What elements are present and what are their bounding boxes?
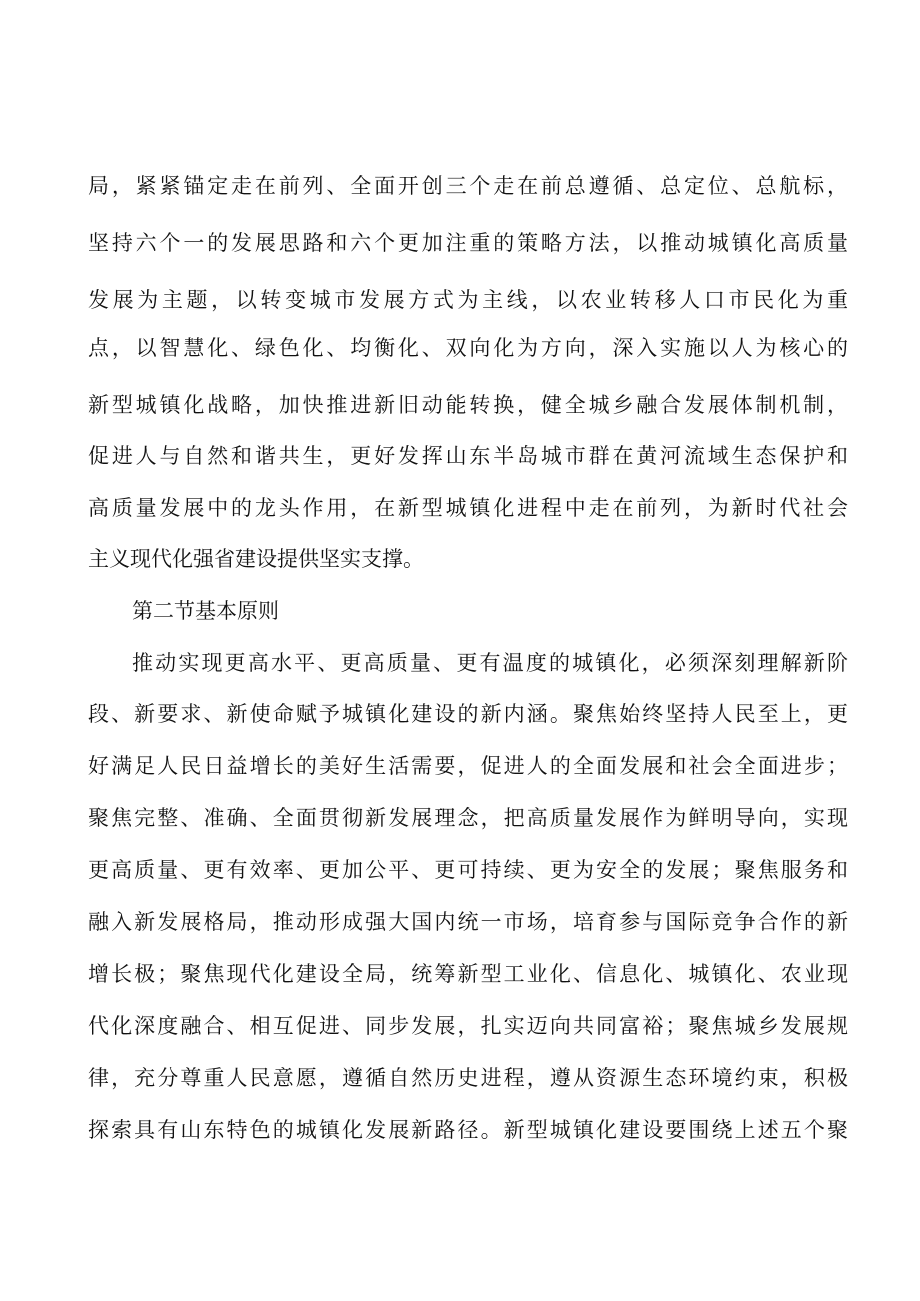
paragraph-2-line: 聚焦完整、准确、全面贯彻新发展理念，把高质量发展作为鲜明导向，实现 <box>88 806 848 830</box>
paragraph-2-line: 代化深度融合、相互促进、同步发展，扎实迈向共同富裕；聚焦城乡发展规 <box>88 1014 848 1038</box>
paragraph-1-line: 坚持六个一的发展思路和六个更加注重的策略方法，以推动城镇化高质量 <box>88 231 848 255</box>
paragraph-1-line: 发展为主题，以转变城市发展方式为主线，以农业转移人口市民化为重 <box>88 288 848 312</box>
section-heading: 第二节基本原则 <box>132 599 279 623</box>
paragraph-2-line: 更高质量、更有效率、更加公平、更可持续、更为安全的发展；聚焦服务和 <box>88 858 848 882</box>
paragraph-1-line: 局，紧紧锚定走在前列、全面开创三个走在前总遵循、总定位、总航标， <box>88 174 848 198</box>
paragraph-1-line: 新型城镇化战略，加快推进新旧动能转换，健全城乡融合发展体制机制， <box>88 393 848 417</box>
paragraph-2-line: 推动实现更高水平、更高质量、更有温度的城镇化，必须深刻理解新阶 <box>132 651 848 675</box>
paragraph-1-line: 点，以智慧化、绿色化、均衡化、双向化为方向，深入实施以人为核心的 <box>88 336 848 360</box>
paragraph-2-line: 段、新要求、新使命赋予城镇化建设的新内涵。聚焦始终坚持人民至上，更 <box>88 702 848 726</box>
paragraph-2-line: 律，充分尊重人民意愿，遵循自然历史进程，遵从资源生态环境约束，积极 <box>88 1066 848 1090</box>
paragraph-2-line: 好满足人民日益增长的美好生活需要，促进人的全面发展和社会全面进步； <box>88 754 848 778</box>
paragraph-1-last-line: 主义现代化强省建设提供坚实支撑。 <box>88 547 424 571</box>
paragraph-2-line: 探索具有山东特色的城镇化发展新路径。新型城镇化建设要围绕上述五个聚 <box>88 1118 848 1142</box>
paragraph-1-line: 促进人与自然和谐共生，更好发挥山东半岛城市群在黄河流域生态保护和 <box>88 444 848 468</box>
paragraph-2-line: 融入新发展格局，推动形成强大国内统一市场，培育参与国际竞争合作的新 <box>88 910 848 934</box>
paragraph-1-line: 高质量发展中的龙头作用，在新型城镇化进程中走在前列，为新时代社会 <box>88 496 848 520</box>
paragraph-2-line: 增长极；聚焦现代化建设全局，统筹新型工业化、信息化、城镇化、农业现 <box>88 962 848 986</box>
